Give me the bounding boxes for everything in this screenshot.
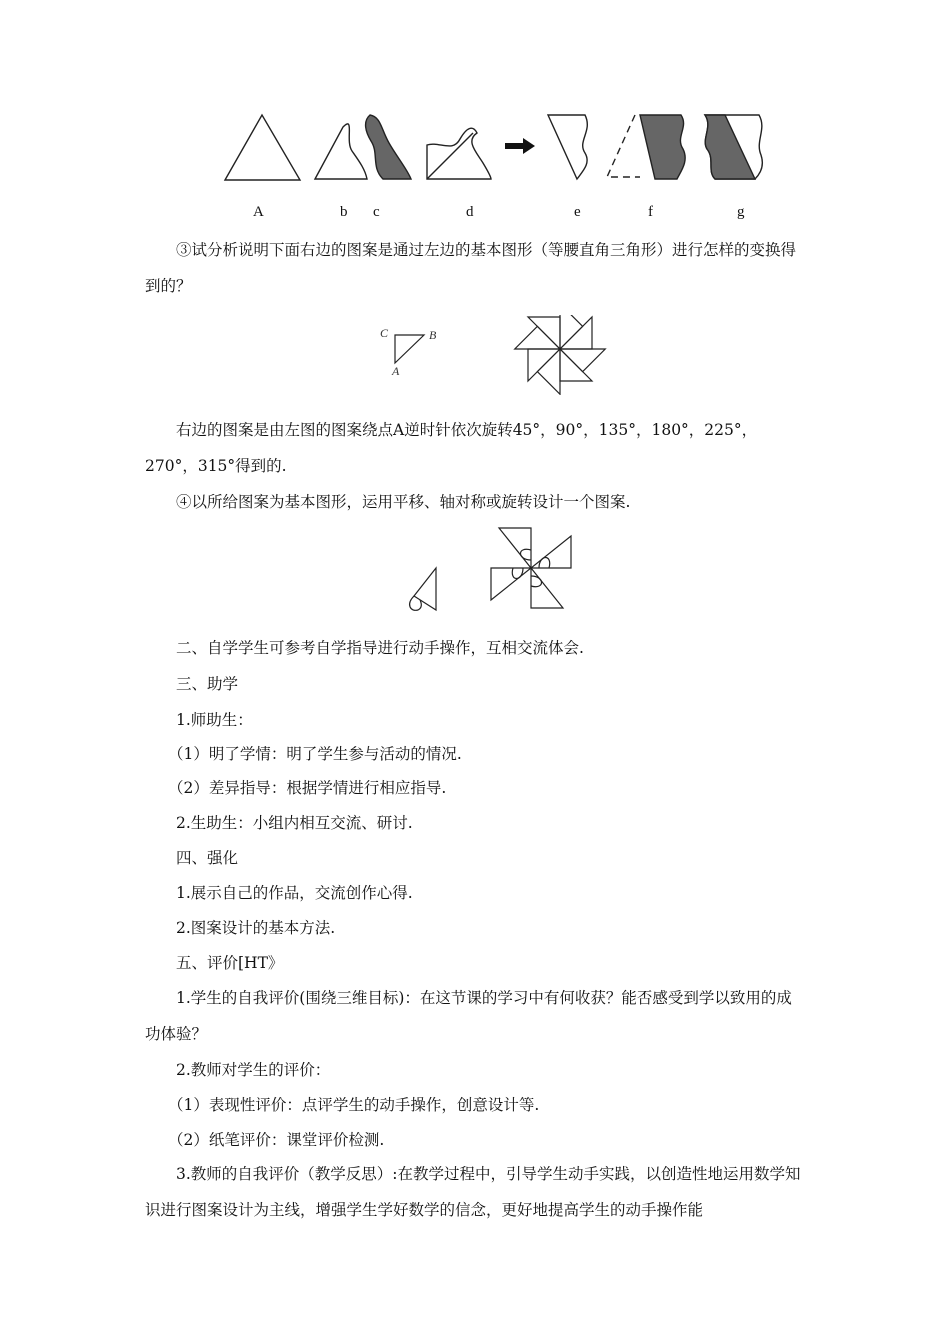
vertex-label-a: A [392, 364, 400, 378]
line-student-help: 2.生助生：小组内相互交流、研讨. [176, 814, 413, 832]
paragraph-eval-1: 1.学生的自我评价(围绕三维目标)：在这节课的学习中有何收获？能否感受到学以致用的成功体验？ [145, 989, 792, 1043]
figure-rotation-pattern [370, 315, 620, 395]
label-d: d [466, 204, 474, 220]
line-strengthen-2: 2.图案设计的基本方法. [176, 919, 336, 937]
shape-f-shaded [640, 115, 685, 179]
line-eval-item-2: （2）纸笔评价：课堂评价检测. [168, 1131, 385, 1149]
paragraph-answer: 右边的图案是由左图的图案绕点A逆时针依次旋转45°，90°，135°，180°，225°，270°，315°得到的. [145, 421, 758, 475]
line-eval-item-1: （1）表现性评价：点评学生的动手操作，创意设计等. [168, 1096, 540, 1114]
shape-e [548, 115, 587, 179]
paragraph-eval-3: 3.教师的自我评价（教学反思）:在教学过程中，引导学生动手实践，以创造性地运用数学知识进行图案设计为主线，增强学生学好数学的信念，更好地提高学生的动手操作能 [145, 1165, 801, 1219]
shape-c [366, 115, 411, 179]
basic-shape [414, 568, 436, 610]
arrow-icon [505, 138, 535, 154]
vertex-label-c: C [380, 326, 389, 340]
line-section-2: 二、自学学生可参考自学指导进行动手操作，互相交流体会. [176, 639, 584, 657]
label-b: b [340, 204, 348, 220]
vertex-label-b: B [429, 328, 437, 342]
paragraph-q4: ④以所给图案为基本图形，运用平移、轴对称或旋转设计一个图案. [176, 493, 631, 511]
label-e: e [574, 204, 581, 220]
label-c: c [373, 204, 380, 220]
line-section-5: 五、评价[HT》 [176, 954, 284, 972]
pinwheel [515, 315, 606, 394]
label-g: g [737, 204, 745, 220]
label-f: f [648, 204, 653, 220]
basic-triangle [395, 335, 424, 363]
shape-d [427, 128, 491, 179]
line-item-1: （1）明了学情：明了学生参与活动的情况. [168, 745, 462, 763]
figure-design-pattern [400, 520, 600, 615]
shape-b [315, 124, 367, 179]
line-item-2: （2）差异指导：根据学情进行相应指导. [168, 779, 447, 797]
label-A: A [253, 204, 264, 220]
line-teacher-help: 1.师助生： [176, 711, 253, 729]
paragraph-q3: ③试分析说明下面右边的图案是通过左边的基本图形（等腰直角三角形）进行怎样的变换得到的？ [145, 241, 797, 295]
line-section-3: 三、助学 [176, 675, 239, 693]
line-section-4: 四、强化 [176, 849, 239, 867]
line-teacher-eval: 2.教师对学生的评价： [176, 1061, 331, 1079]
triangle-a [225, 115, 300, 180]
line-strengthen-1: 1.展示自己的作品，交流创作心得. [176, 884, 413, 902]
designed-pattern [491, 528, 571, 608]
figure-shape-transformations [215, 105, 775, 190]
shape-f-dashed [607, 115, 640, 177]
